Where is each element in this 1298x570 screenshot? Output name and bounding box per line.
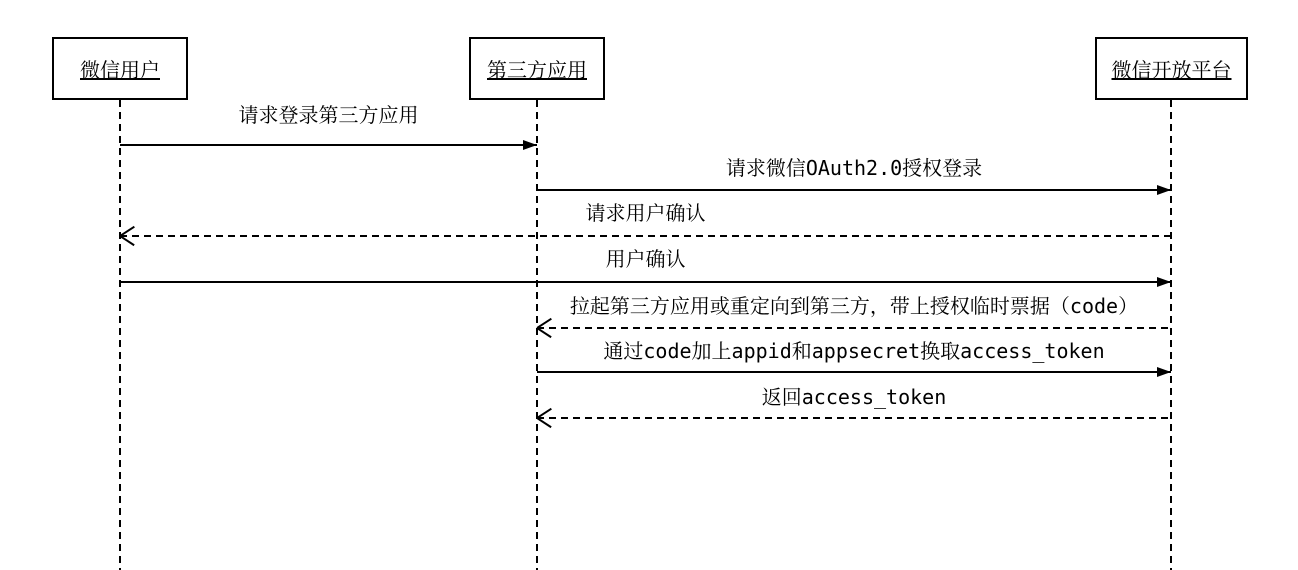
actor-wechat-user <box>52 37 188 100</box>
message-redirect-with-code-label: 拉起第三方应用或重定向到第三方，带上授权临时票据（code） <box>569 294 1139 318</box>
message-return-access-token-line <box>537 417 1171 419</box>
actor-third-party-app <box>469 37 605 100</box>
actor-third-party-app-label: 第三方应用 <box>487 58 587 82</box>
lifeline-wechat-user <box>119 100 121 570</box>
arrowhead-filled-icon <box>523 140 537 150</box>
message-user-confirm-label: 用户确认 <box>605 247 686 271</box>
actor-wechat-user-label: 微信用户 <box>80 58 160 82</box>
message-request-user-confirm-label: 请求用户确认 <box>585 201 706 225</box>
message-request-login-line <box>120 144 537 146</box>
arrowhead-filled-icon <box>1157 185 1171 195</box>
actor-wechat-open-platform <box>1095 37 1248 100</box>
message-request-oauth-login-label: 请求微信OAuth2.0授权登录 <box>725 156 983 180</box>
arrowhead-filled-icon <box>1157 367 1171 377</box>
message-return-access-token-label: 返回access_token <box>761 385 947 409</box>
message-redirect-with-code-line <box>537 327 1171 329</box>
message-request-user-confirm-line <box>120 235 1171 237</box>
message-exchange-access-token-label: 通过code加上appid和appsecret换取access_token <box>603 339 1105 363</box>
actor-wechat-open-platform-label: 微信开放平台 <box>1111 58 1232 82</box>
arrowhead-filled-icon <box>1157 277 1171 287</box>
message-request-login-label: 请求登录第三方应用 <box>238 103 419 127</box>
message-exchange-access-token-line <box>537 371 1171 373</box>
message-user-confirm-line <box>120 281 1171 283</box>
message-request-oauth-login-line <box>537 189 1171 191</box>
